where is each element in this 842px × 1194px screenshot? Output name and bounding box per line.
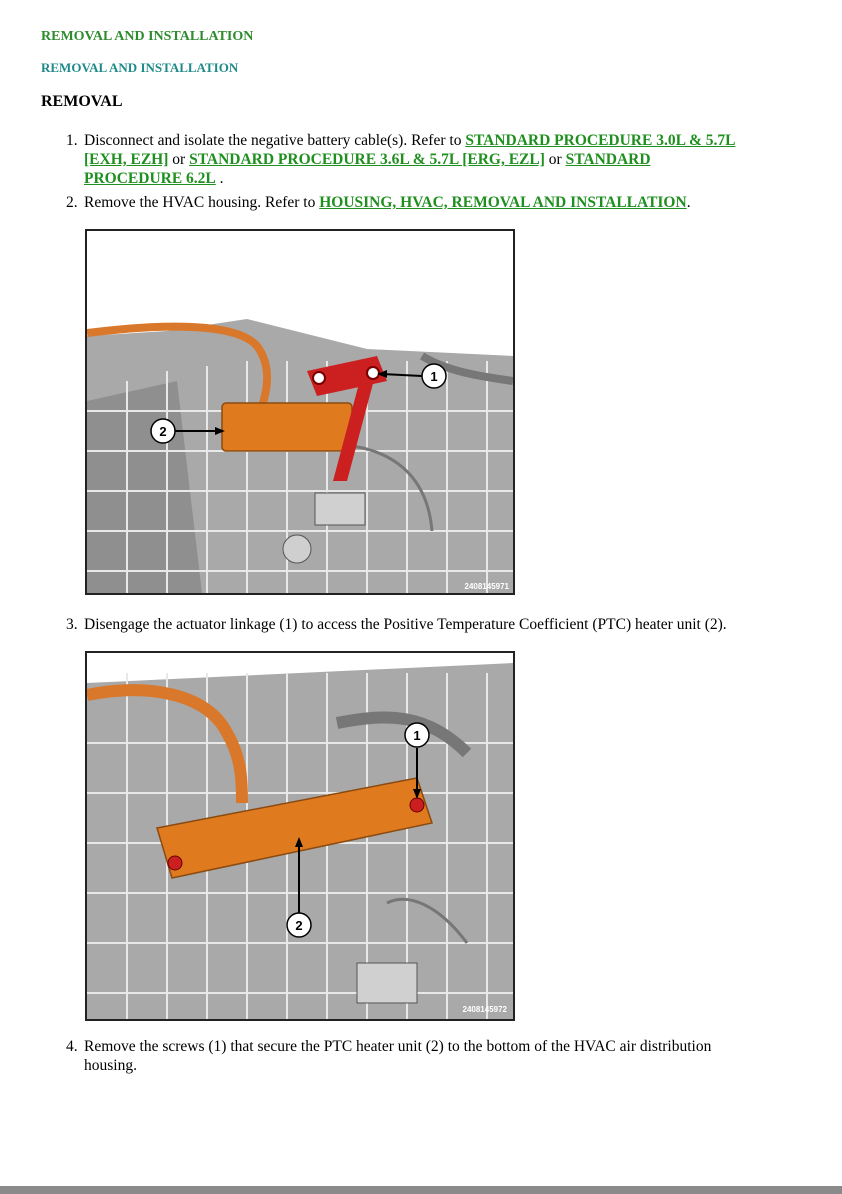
link-housing-hvac[interactable]: HOUSING, HVAC, REMOVAL AND INSTALLATION	[319, 194, 687, 211]
link-std-proc-6-2l[interactable]: STANDARD	[565, 151, 651, 168]
step-number: 4.	[66, 1038, 78, 1055]
page-bottom-bar	[0, 1186, 842, 1194]
figure-ptc-heater	[85, 651, 515, 1021]
step-text: Remove the HVAC housing. Refer to	[84, 194, 320, 211]
link-std-proc-3-0l-cont[interactable]: [EXH, EZH]	[84, 151, 169, 168]
callout-2-label: 2	[295, 918, 303, 933]
figure-illustration	[87, 653, 513, 1019]
figure-id: 2408145972	[462, 1005, 507, 1014]
link-std-proc-6-2l-cont[interactable]: PROCEDURE 6.2L	[84, 170, 216, 187]
figure-id: 2408145971	[464, 582, 509, 591]
step-number: 2.	[66, 194, 78, 211]
link-std-proc-3-0l[interactable]: STANDARD PROCEDURE 3.0L & 5.7L	[465, 132, 736, 149]
section-title: REMOVAL	[41, 93, 123, 110]
breadcrumb-level2[interactable]: REMOVAL AND INSTALLATION	[41, 60, 239, 75]
link-std-proc-3-6l[interactable]: STANDARD PROCEDURE 3.6L & 5.7L [ERG, EZL]	[189, 151, 545, 168]
step-number: 3.	[66, 616, 78, 633]
callout-1-label: 1	[413, 728, 421, 743]
step-text-line2: housing.	[84, 1057, 137, 1074]
or-text: or	[168, 151, 190, 168]
step-2	[66, 193, 806, 213]
figure-actuator-linkage	[85, 229, 515, 595]
callout-2-label: 2	[159, 424, 167, 439]
step-text: Disengage the actuator linkage (1) to access the Positive Temperature Coefficient (PTC) heater unit (2).	[84, 616, 727, 633]
step-text: Disconnect and isolate the negative battery cable(s). Refer to	[84, 132, 466, 149]
callout-1-label: 1	[430, 369, 438, 384]
figure-illustration	[87, 231, 513, 593]
step-end: .	[215, 170, 224, 187]
step-text-line1: Remove the screws (1) that secure the PTC heater unit (2) to the bottom of the HVAC air distribution	[84, 1038, 712, 1055]
step-3	[66, 615, 806, 635]
breadcrumb-level1[interactable]: REMOVAL AND INSTALLATION	[41, 29, 254, 44]
step-end: .	[686, 194, 691, 211]
step-number: 1.	[66, 132, 78, 149]
step-1	[66, 131, 806, 191]
or-text: or	[544, 151, 566, 168]
step-4	[66, 1037, 806, 1077]
